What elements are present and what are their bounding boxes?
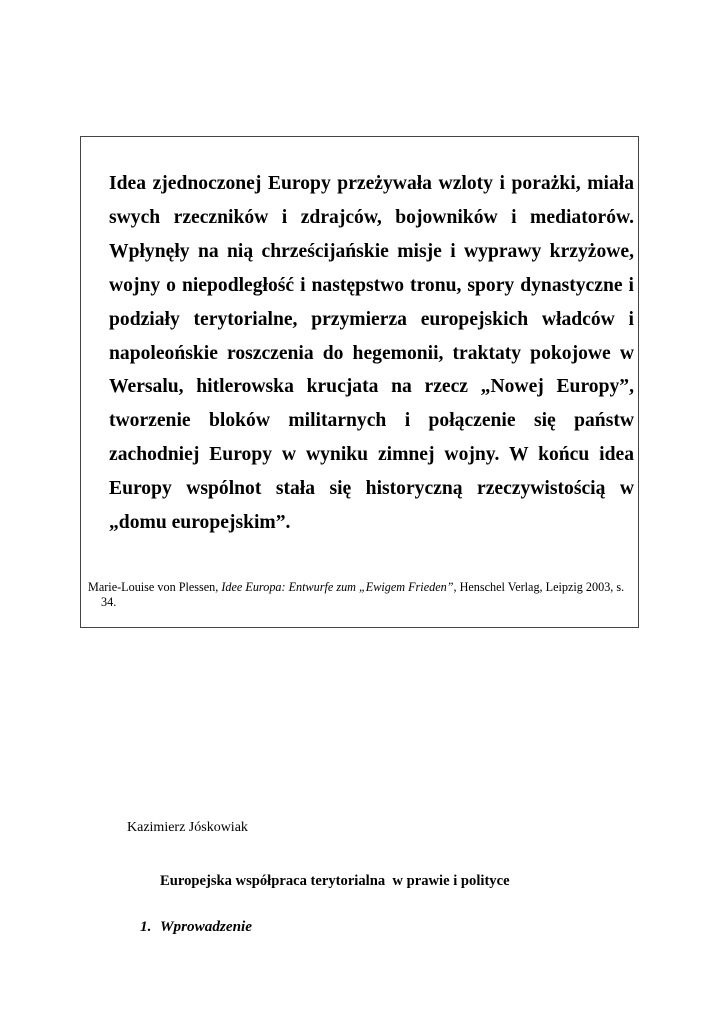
section-heading: [140, 917, 252, 937]
quote-box: [80, 136, 639, 628]
citation-author: Marie-Louise von Plessen,: [88, 580, 222, 594]
author-name: Kazimierz Jóskowiak: [127, 820, 248, 835]
citation-book-title: Idee Europa: Entwurfe zum „Ewigem Frieden”: [221, 580, 454, 594]
paper-title: Europejska współpraca terytorialna w prawie i polityce: [160, 873, 510, 889]
section-number: 1.: [140, 918, 152, 935]
citation-publisher: , Henschel Verlag, Leipzig 2003, s. 34.: [101, 580, 625, 609]
quote-citation: [88, 580, 637, 610]
section-title: Wprowadzenie: [160, 918, 252, 935]
quote-text: Idea zjednoczonej Europy przeżywała wzloty i porażki, miała swych rzeczników i zdrajców, bojowników i mediatorów. Wpłynęły na nią chrześcijańskie misje i wyprawy krzyżowe, wojny o niepodległość i następstwo tronu, spory dynastyczne i podziały terytorialne, przymierza europejskich władców i napoleońskie roszczenia do hegemonii, traktaty pokojowe w Wersalu, hitlerowska krucjata na rzecz „Nowej Europy”, tworzenie bloków militarnych i połączenie się państw zachodniej Europy w wyniku zimnej wojny. W końcu idea Europy wspólnot stała się historyczną rzeczywistością w „domu europejskim”.: [109, 173, 634, 534]
